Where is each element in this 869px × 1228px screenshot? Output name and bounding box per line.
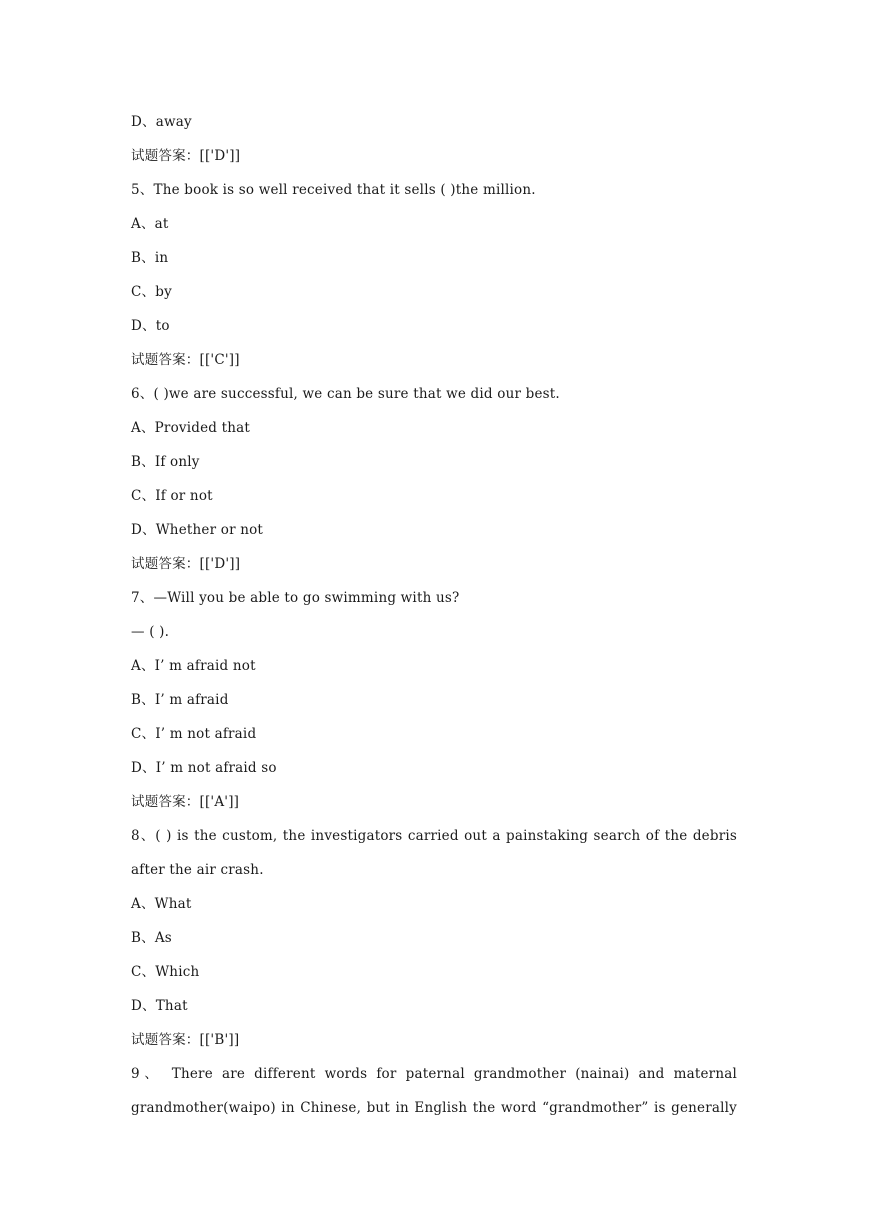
question-9-line-1: 9、 There are different words for paternal grandmother (nainai) and maternal xyxy=(131,1066,737,1082)
question-5: 5、The book is so well received that it sells ( )the million. xyxy=(131,182,536,198)
answer-q4: 试题答案：[['D']] xyxy=(131,148,241,164)
answer-q8: 试题答案：[['B']] xyxy=(131,1032,240,1048)
option-d-q5: D、to xyxy=(131,318,170,334)
option-c-q5: C、by xyxy=(131,284,172,300)
option-a-q6: A、Provided that xyxy=(131,420,251,436)
option-c-q6: C、If or not xyxy=(131,488,213,504)
option-b-q7: B、I’ m afraid xyxy=(131,692,229,708)
option-c-q8: C、Which xyxy=(131,964,200,980)
answer-q5: 试题答案：[['C']] xyxy=(131,352,240,368)
option-b-q5: B、in xyxy=(131,250,169,266)
option-b-q8: B、As xyxy=(131,930,172,946)
option-d-q7: D、I’ m not afraid so xyxy=(131,760,277,776)
option-d-q6: D、Whether or not xyxy=(131,522,264,538)
option-d-q4: D、away xyxy=(131,114,192,130)
question-7: 7、—Will you be able to go swimming with us? xyxy=(131,590,460,606)
option-d-q8: D、That xyxy=(131,998,188,1014)
question-8-line-1: 8、( ) is the custom, the investigators carried out a painstaking search of the debris xyxy=(131,828,737,844)
question-7-reply: — ( ). xyxy=(131,624,170,640)
answer-q7: 试题答案：[['A']] xyxy=(131,794,240,810)
option-b-q6: B、If only xyxy=(131,454,200,470)
document-page xyxy=(131,110,737,1130)
question-8-line-2: after the air crash. xyxy=(131,862,264,878)
question-6: 6、( )we are successful, we can be sure that we did our best. xyxy=(131,386,560,402)
option-a-q7: A、I’ m afraid not xyxy=(131,658,256,674)
option-c-q7: C、I’ m not afraid xyxy=(131,726,257,742)
answer-q6: 试题答案：[['D']] xyxy=(131,556,241,572)
question-9-line-2: grandmother(waipo) in Chinese, but in English the word “grandmother” is generally xyxy=(131,1100,737,1116)
option-a-q5: A、at xyxy=(131,216,169,232)
option-a-q8: A、What xyxy=(131,896,192,912)
